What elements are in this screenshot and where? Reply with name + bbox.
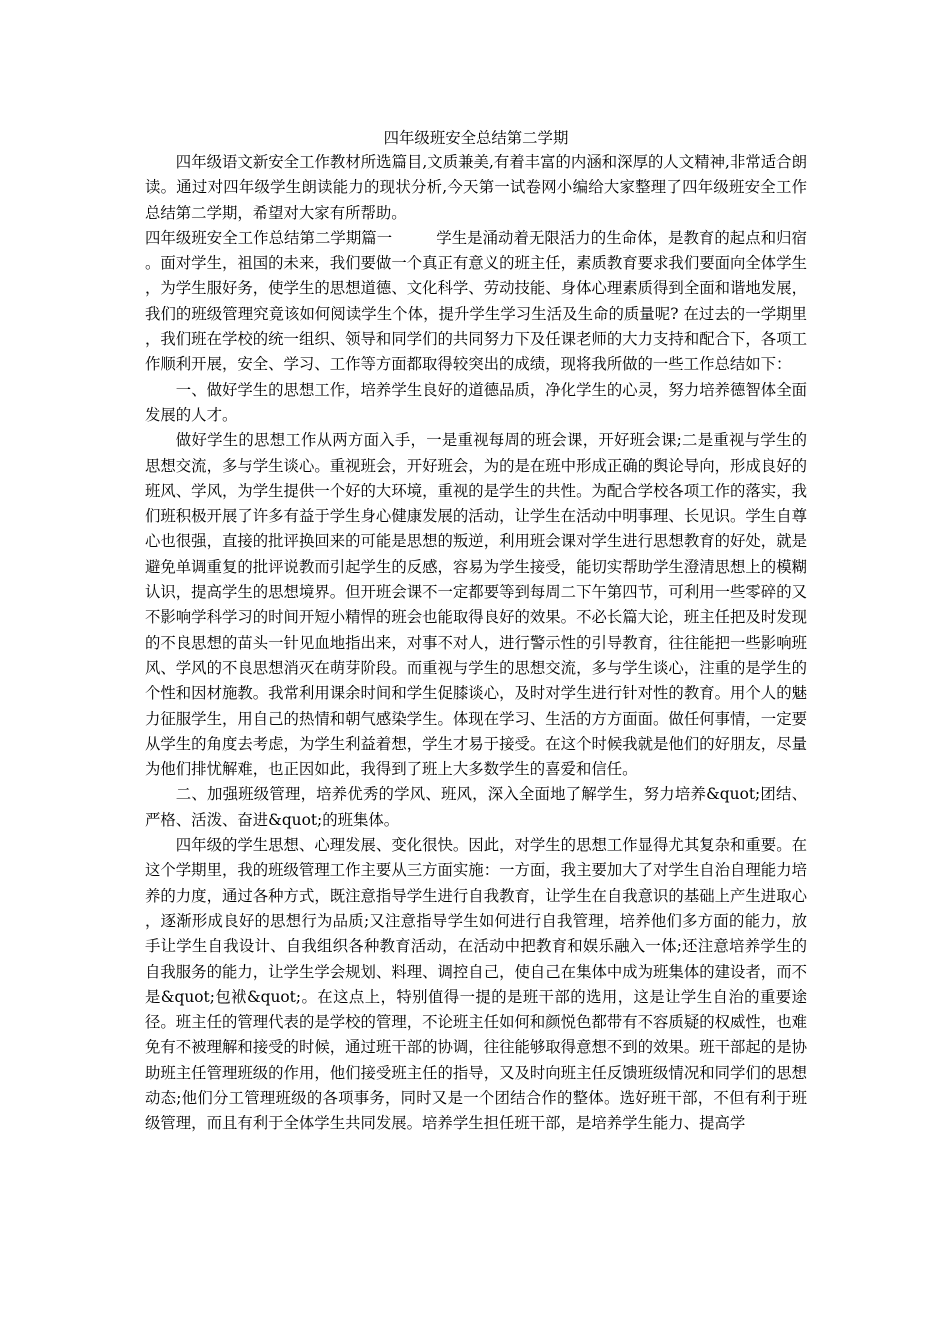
intro-paragraph: 四年级语文新安全工作教材所选篇目,文质兼美,有着丰富的内涵和深厚的人文精神,非常适合朗读。通过对四年级学生朗读能力的现状分析,今天第一试卷网小编给大家整理了四年级班安全工作总结第二学期，希望对大家有所帮助。 [145, 153, 807, 222]
section-heading: 四年级班安全工作总结第二学期篇一 [145, 228, 393, 247]
document-page [145, 126, 807, 1137]
point-one-paragraph: 做好学生的思想工作从两方面入手，一是重视每周的班会课，开好班会课;二是重视与学生的思想交流，多与学生谈心。重视班会，开好班会，为的是在班中形成正确的舆论导向，形成良好的班风、学风，为学生提供一个好的大环境，重视的是学生的共性。为配合学校各项工作的落实，我们班积极开展了许多有益于学生身心健康发展的活动，让学生在活动中明事理、长见识。学生自尊心也很强，直接的批评换回来的可能是思想的叛逆，利用班会课对学生进行思想教育的好处，就是避免单调重复的批评说教而引起学生的反感，容易为学生接受，能切实帮助学生澄清思想上的模糊认识，提高学生的思想境界。但开班会课不一定都要等到每周二下午第四节，可利用一些零碎的又不影响学科学习的时间开短小精悍的班会也能取得良好的效果。不必长篇大论，班主任把及时发现的不良思想的苗头一针见血地指出来，对事不对人，进行警示性的引导教育，往往能把一些影响班风、学风的不良思想消灭在萌芽阶段。而重视与学生的思想交流，多与学生谈心，注重的是学生的个性和因材施教。我常利用课余时间和学生促膝谈心，及时对学生进行针对性的教育。用个人的魅力征服学生，用自己的热情和朝气感染学生。体现在学习、生活的方方面面。做任何事情，一定要从学生的角度去考虑，为学生利益着想，学生才易于接受。在这个时候我就是他们的好朋友，尽量为他们排忧解难，也正因如此，我得到了班上大多数学生的喜爱和信任。 [145, 431, 807, 779]
section-one-paragraph [145, 226, 807, 378]
point-one-heading: 一、做好学生的思想工作，培养学生良好的道德品质，净化学生的心灵，努力培养德智体全面发展的人才。 [145, 380, 807, 424]
point-two-heading: 二、加强班级管理，培养优秀的学风、班风，深入全面地了解学生，努力培养&quot;团结、严格、活泼、奋进&quot;的班集体。 [145, 785, 807, 829]
point-two-paragraph: 四年级的学生思想、心理发展、变化很快。因此，对学生的思想工作显得尤其复杂和重要。在这个学期里，我的班级管理工作主要从三方面实施：一方面，我主要加大了对学生自治自理能力培养的力度，通过各种方式，既注意指导学生进行自我教育，让学生在自我意识的基础上产生进取心，逐渐形成良好的思想行为品质;又注意指导学生如何进行自我管理，培养他们多方面的能力，放手让学生自我设计、自我组织各种教育活动，在活动中把教育和娱乐融入一体;还注意培养学生的自我服务的能力，让学生学会规划、料理、调控自己，使自己在集体中成为班集体的建设者，而不是&quot;包袱&quot;。在这点上，特别值得一提的是班干部的选用，这是让学生自治的重要途径。班主任的管理代表的是学校的管理，不论班主任如何和颜悦色都带有不容质疑的权威性，也难免有不被理解和接受的时候，通过班干部的协调，往往能够取得意想不到的效果。班干部起的是协助班主任管理班级的作用，他们接受班主任的指导，又及时向班主任反馈班级情况和同学们的思想动态;他们分工管理班级的各项事务，同时又是一个团结合作的整体。选好班干部，不但有利于班级管理，而且有利于全体学生共同发展。培养学生担任班干部，是培养学生能力、提高学 [145, 836, 807, 1133]
section-body: 学生是涌动着无限活力的生命体，是教育的起点和归宿。面对学生，祖国的未来，我们要做一个真正有意义的班主任，素质教育要求我们要面向全体学生，为学生服好务，使学生的思想道德、文化科学、劳动技能、身体心理素质得到全面和谐地发展，我们的班级管理究竟该如何阅读学生个体，提升学生学习生活及生命的质量呢? 在过去的一学期里，我们班在学校的统一组织、领导和同学们的共同努力下及任课老师的大力支持和配合下，各项工作顺利开展，安全、学习、工作等方面都取得较突出的成绩，现将我所做的一些工作总结如下： [145, 228, 807, 374]
document-title: 四年级班安全总结第二学期 [383, 129, 569, 147]
